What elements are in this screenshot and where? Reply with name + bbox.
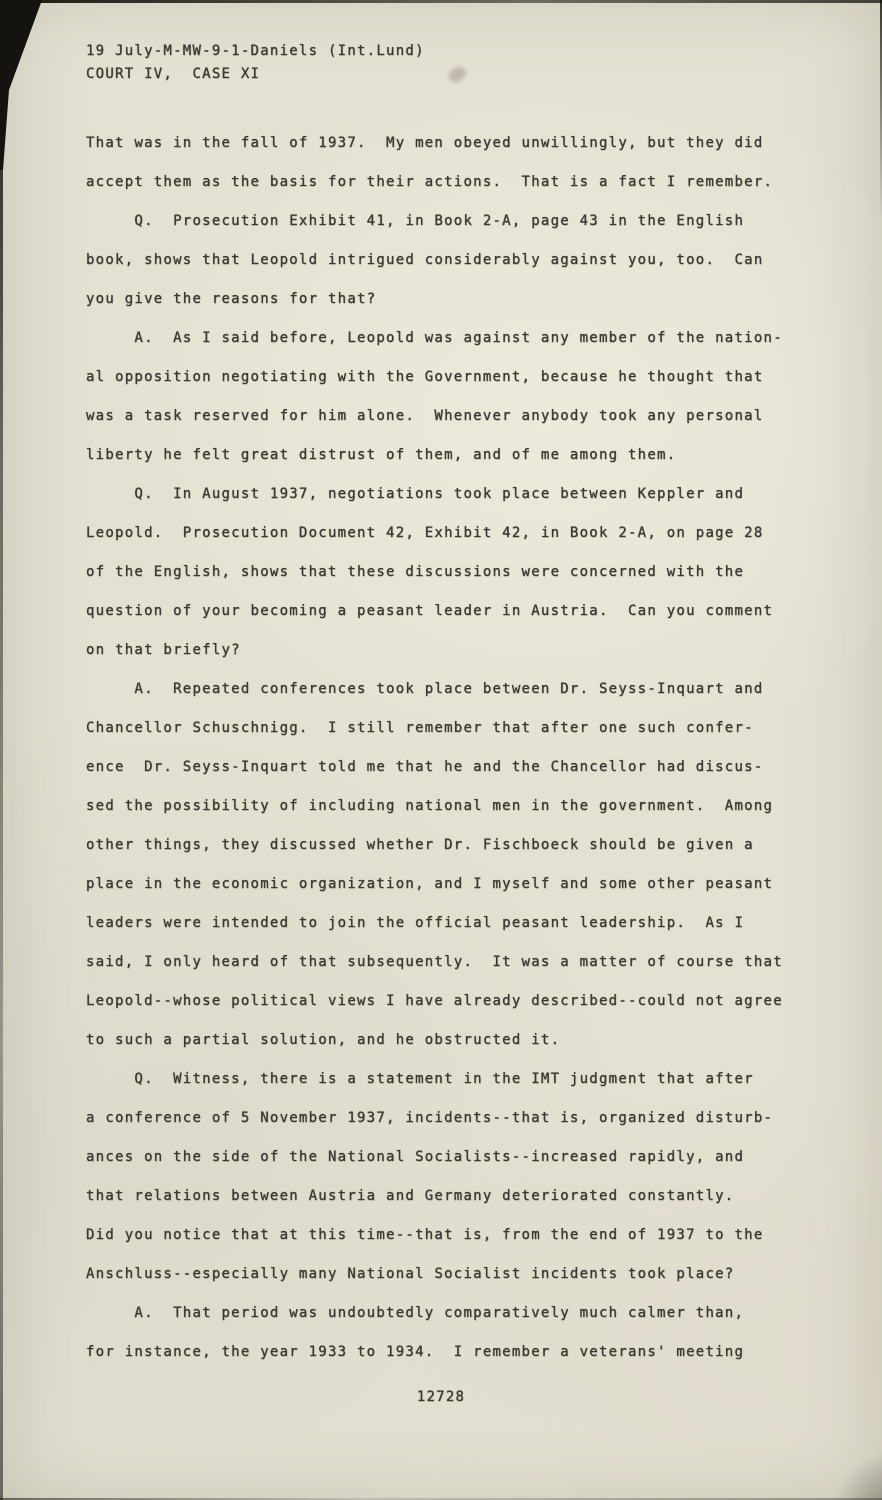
typed-line: place in the economic organization, and I myself and some other peasant (86, 876, 774, 892)
typed-line: you give the reasons for that? (86, 291, 377, 307)
scan-edge-top (0, 0, 882, 3)
typed-line: A. That period was undoubtedly comparatively much calmer than, (86, 1305, 745, 1321)
typed-line: on that briefly? (86, 642, 241, 658)
header-court-case-line: COURT IV, CASE XI (86, 66, 261, 82)
typed-line: for instance, the year 1933 to 1934. I remember a veterans' meeting (86, 1344, 745, 1360)
scan-edge-left (0, 0, 3, 1500)
typed-line: Anschluss--especially many National Socialist incidents took place? (86, 1266, 735, 1282)
typed-line: ances on the side of the National Socialists--increased rapidly, and (86, 1149, 745, 1165)
typed-line: book, shows that Leopold intrigued considerably against you, too. Can (86, 252, 764, 268)
typed-line: accept them as the basis for their actions. That is a fact I remember. (86, 174, 774, 190)
typed-line: a conference of 5 November 1937, incidents--that is, organized disturb- (86, 1110, 774, 1126)
typed-line: Q. Prosecution Exhibit 41, in Book 2-A, page 43 in the English (86, 213, 745, 229)
page-number: 12728 (416, 1389, 466, 1405)
typed-line: liberty he felt great distrust of them, and of me among them. (86, 447, 677, 463)
scan-corner-cut (0, 0, 46, 170)
typed-line: ence Dr. Seyss-Inquart told me that he and the Chancellor had discus- (86, 759, 764, 775)
typed-line: Leopold. Prosecution Document 42, Exhibit 42, in Book 2-A, on page 28 (86, 525, 764, 541)
typed-line: A. Repeated conferences took place between Dr. Seyss-Inquart and (86, 681, 764, 697)
scan-corner-shadow (830, 1448, 882, 1500)
typed-line: A. As I said before, Leopold was against any member of the nation- (86, 330, 783, 346)
typed-line: question of your becoming a peasant leader in Austria. Can you comment (86, 603, 774, 619)
typed-line: to such a partial solution, and he obstructed it. (86, 1032, 561, 1048)
header-docket-line: 19 July-M-MW-9-1-Daniels (Int.Lund) (86, 43, 425, 59)
typed-line: of the English, shows that these discussions were concerned with the (86, 564, 745, 580)
typed-line: Q. Witness, there is a statement in the IMT judgment that after (86, 1071, 754, 1087)
typed-line: sed the possibility of including national men in the government. Among (86, 798, 774, 814)
transcript-body (86, 124, 842, 1372)
page-header (86, 40, 425, 86)
typed-line: was a task reserved for him alone. Whenever anybody took any personal (86, 408, 764, 424)
smudge-mark (446, 65, 467, 83)
typed-line: Q. In August 1937, negotiations took place between Keppler and (86, 486, 745, 502)
typed-line: al opposition negotiating with the Government, because he thought that (86, 369, 764, 385)
typed-line: Did you notice that at this time--that is, from the end of 1937 to the (86, 1227, 764, 1243)
typed-line: leaders were intended to join the official peasant leadership. As I (86, 915, 745, 931)
typed-line: Chancellor Schuschnigg. I still remember that after one such confer- (86, 720, 754, 736)
typed-line: that relations between Austria and Germany deteriorated constantly. (86, 1188, 735, 1204)
typed-line: said, I only heard of that subsequently. It was a matter of course that (86, 954, 783, 970)
typed-line: other things, they discussed whether Dr. Fischboeck should be given a (86, 837, 754, 853)
typed-line: That was in the fall of 1937. My men obeyed unwillingly, but they did (86, 135, 764, 151)
typed-line: Leopold--whose political views I have already described--could not agree (86, 993, 783, 1009)
